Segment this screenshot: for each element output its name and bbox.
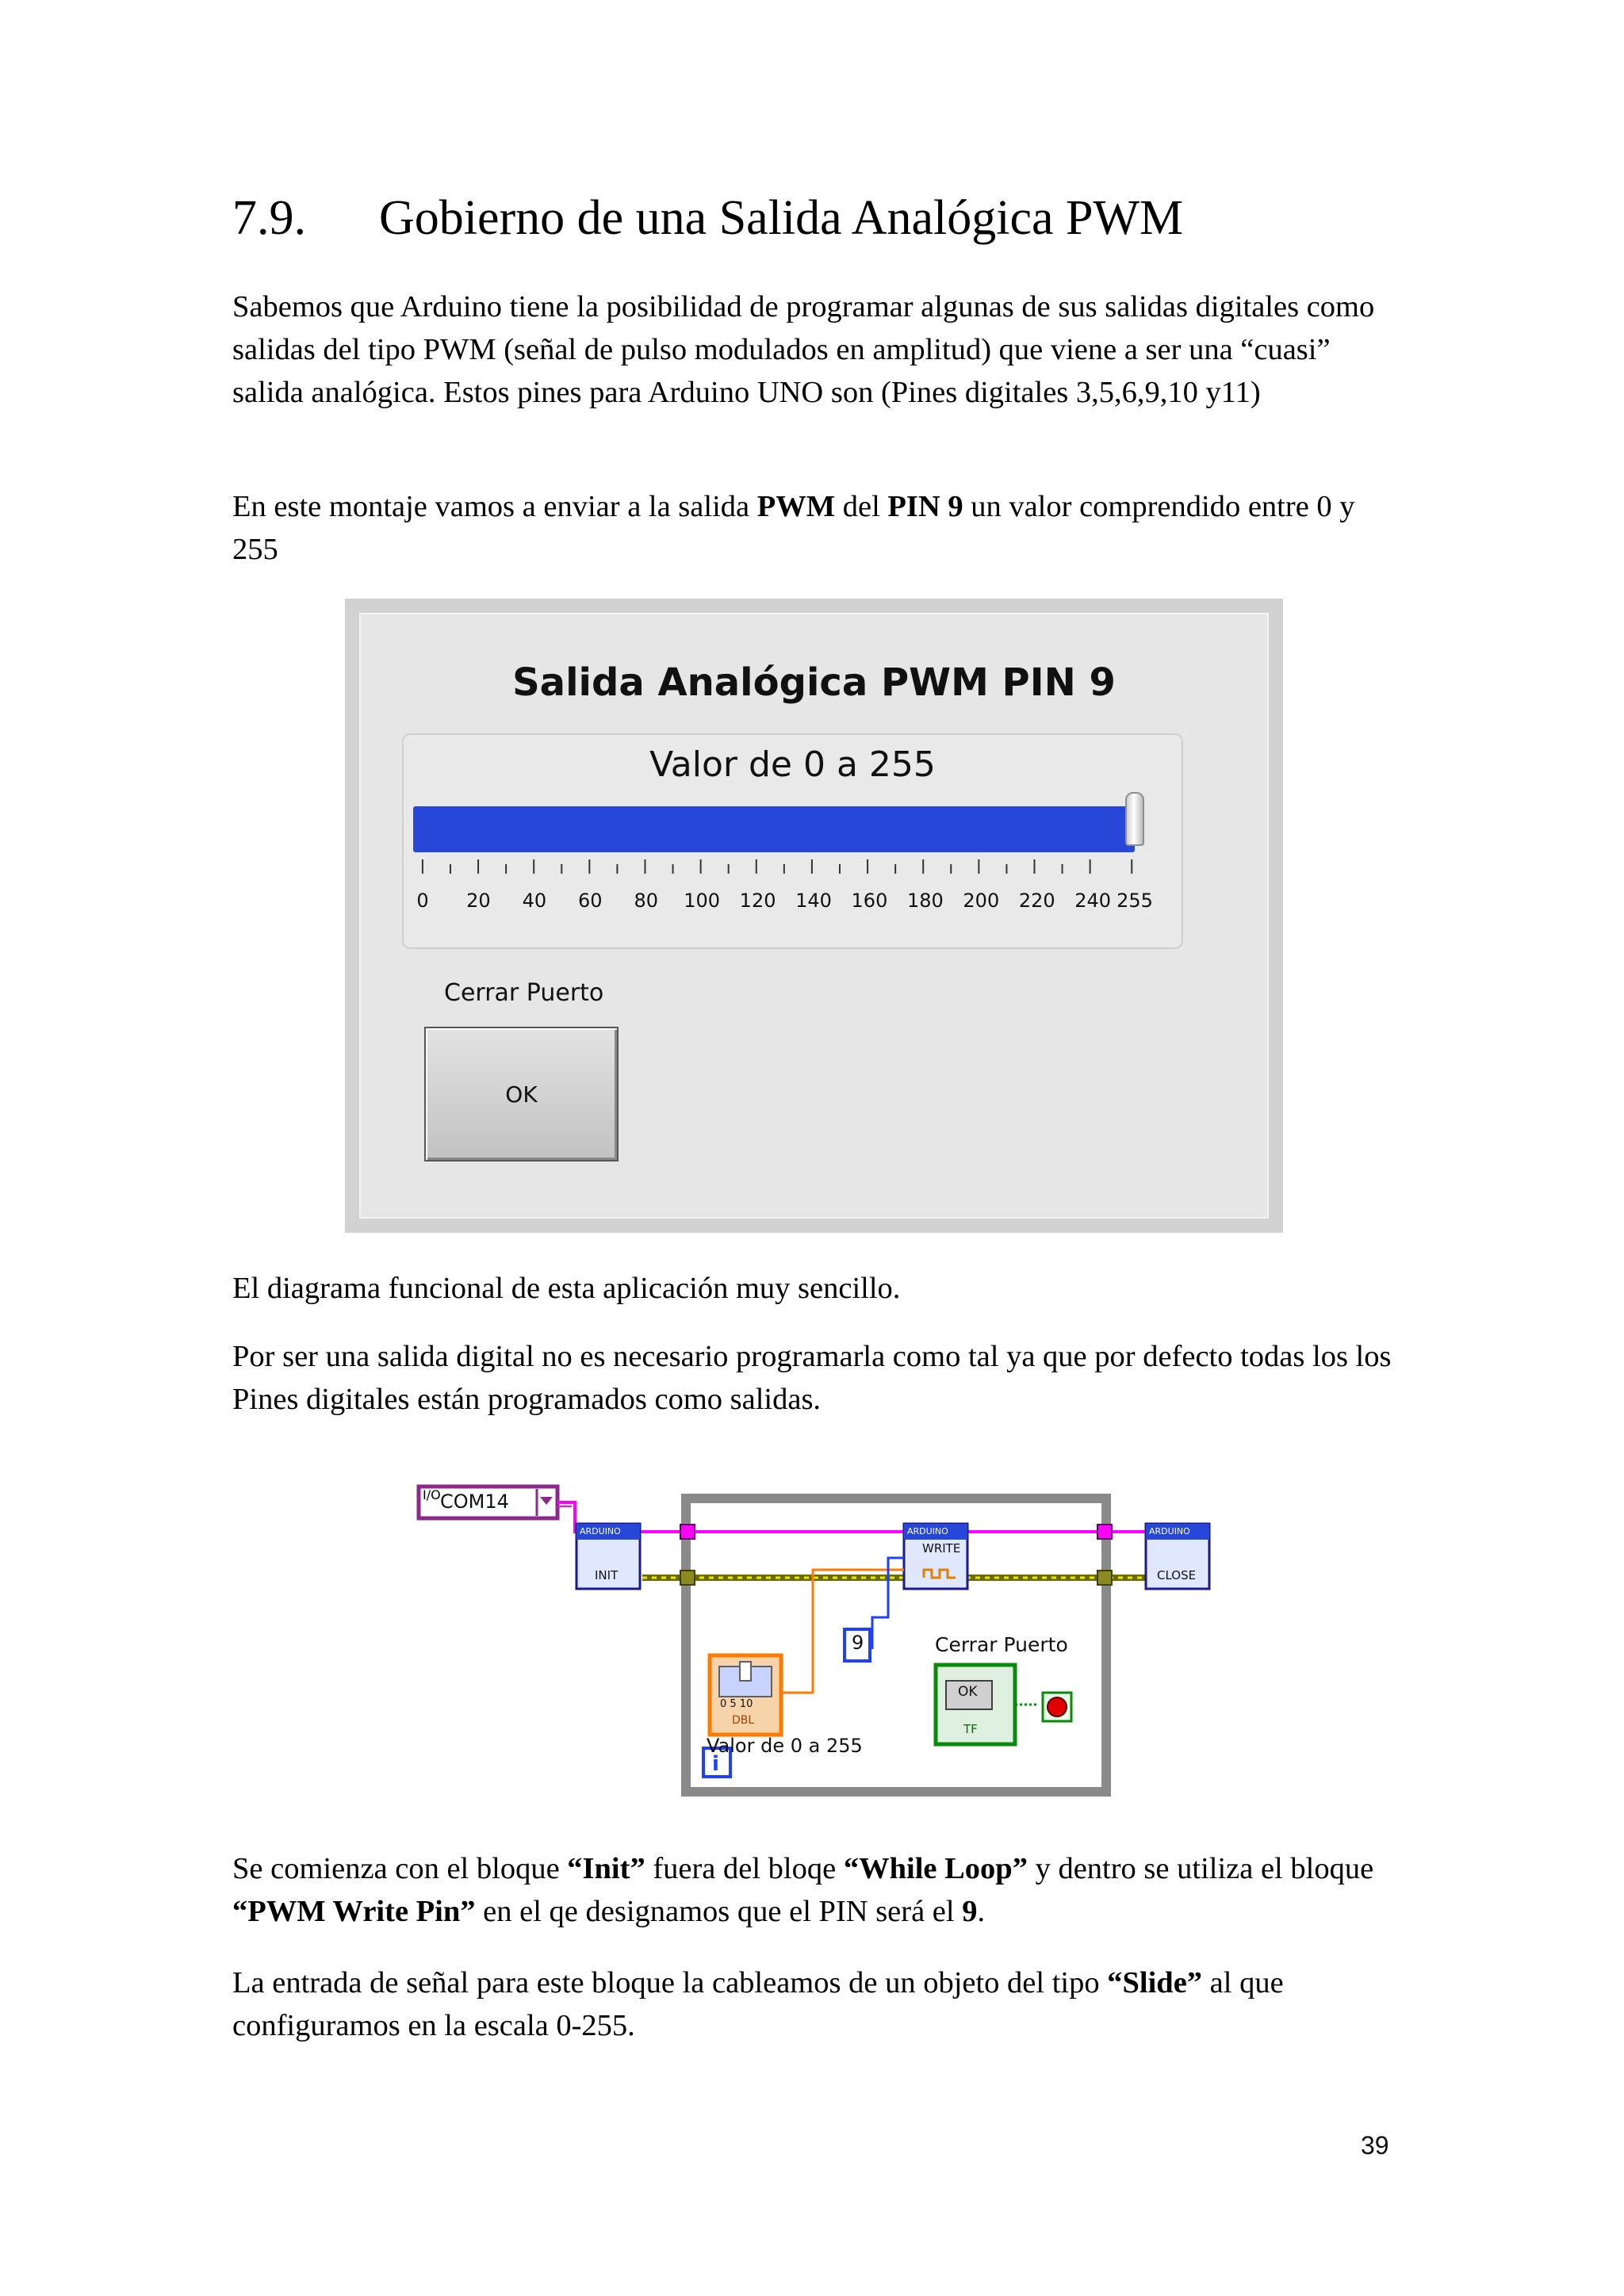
tick-label: 120 [739,890,776,912]
panel-title: Salida Analógica PWM PIN 9 [512,660,1116,705]
write-label: WRITE [922,1541,961,1556]
bold-text: 9 [962,1895,978,1928]
tick-label: 200 [963,890,1000,912]
close-port-label: Cerrar Puerto [444,979,604,1007]
diagram-ok-text: OK [958,1684,978,1700]
init-arduino-label: ARDUINO [580,1526,621,1536]
tick-label: 180 [906,890,944,912]
pin-number: 9 [852,1632,864,1654]
slide-paragraph [232,1961,1398,2047]
section-heading [232,190,1183,247]
bold-text: PWM [756,490,836,523]
section-number: 7.9. [232,191,306,245]
text: La entrada de señal para este bloque la cableamos de un objeto del tipo [232,1966,1108,1999]
bold-text: PIN 9 [887,490,963,523]
init-paragraph [232,1847,1398,1933]
block-diagram [416,1483,1217,1800]
tick-label: 0 [416,890,429,912]
bold-text: “While Loop” [843,1852,1028,1885]
text: Se comienza con el bloque [232,1852,568,1885]
stop-icon [1048,1697,1067,1716]
tick-label: 240 [1074,890,1112,912]
ok-button[interactable]: OK [424,1027,619,1161]
diagram-button-label: Cerrar Puerto [935,1633,1068,1656]
slider-knob[interactable] [1125,792,1144,846]
front-panel-screenshot [345,599,1283,1233]
dbl-label: DBL [732,1714,755,1727]
text: un valor comprendido entre 0 y 255 [232,490,1355,566]
io-icon: I/O [423,1487,441,1502]
tick-label: 80 [634,890,658,912]
diagram-slide-label: Valor de 0 a 255 [707,1735,863,1757]
pwm-paragraph [232,485,1398,571]
tick-label: 100 [684,890,721,912]
digital-paragraph: Por ser una salida digital no es necesario programarla como tal ya que por defecto todas los los Pines digitales están programados como salidas. [232,1340,1392,1416]
com-port-value: COM14 [440,1490,509,1513]
slider-ticks [404,858,1182,890]
iteration-label: i [712,1752,719,1776]
diagram-intro: El diagrama funcional de esta aplicación muy sencillo. [232,1272,901,1305]
page-number: 39 [1361,2131,1389,2160]
tick-label: 40 [522,890,547,912]
init-label: INIT [595,1568,619,1582]
tick-label: 20 [466,890,491,912]
close-arduino-label: ARDUINO [1149,1526,1190,1536]
section-title: Gobierno de una Salida Analógica PWM [379,191,1184,245]
intro-paragraph: Sabemos que Arduino tiene la posibilidad de programar algunas de sus salidas digitales como salidas del tipo PWM (señal de pulso modulados en amplitud) que viene a ser una “cuasi” salida analógica. Estos pines para Arduino UNO son (Pines digitales 3,5,6,9,10 y11) [232,290,1375,409]
text: fuera del bloqe [645,1852,844,1885]
bold-text: “Init” [567,1852,645,1885]
text: En este montaje vamos a enviar a la salida [232,490,757,523]
tick-label: 140 [795,890,832,912]
bold-text: “Slide” [1107,1966,1203,1999]
tick-label: 160 [851,890,888,912]
text: . [977,1895,986,1928]
slide-scale: 0 5 10 [720,1698,753,1710]
slider-container [402,733,1183,949]
text: al que configuramos en la escala 0-255. [232,1966,1284,2042]
close-label: CLOSE [1157,1568,1197,1582]
text: del [835,490,888,523]
text: en el qe designamos que el PIN será el [475,1895,963,1928]
slider-label: Valor de 0 a 255 [649,744,936,785]
tick-label: 220 [1018,890,1055,912]
tick-label: 255 [1116,890,1153,912]
write-arduino-label: ARDUINO [907,1526,948,1536]
front-panel [359,613,1269,1219]
tick-label: 60 [578,890,603,912]
tf-label: TF [963,1722,978,1736]
slider-fill[interactable] [413,806,1135,852]
text: y dentro se utiliza el bloque [1027,1852,1374,1885]
bold-text: “PWM Write Pin” [232,1895,476,1928]
